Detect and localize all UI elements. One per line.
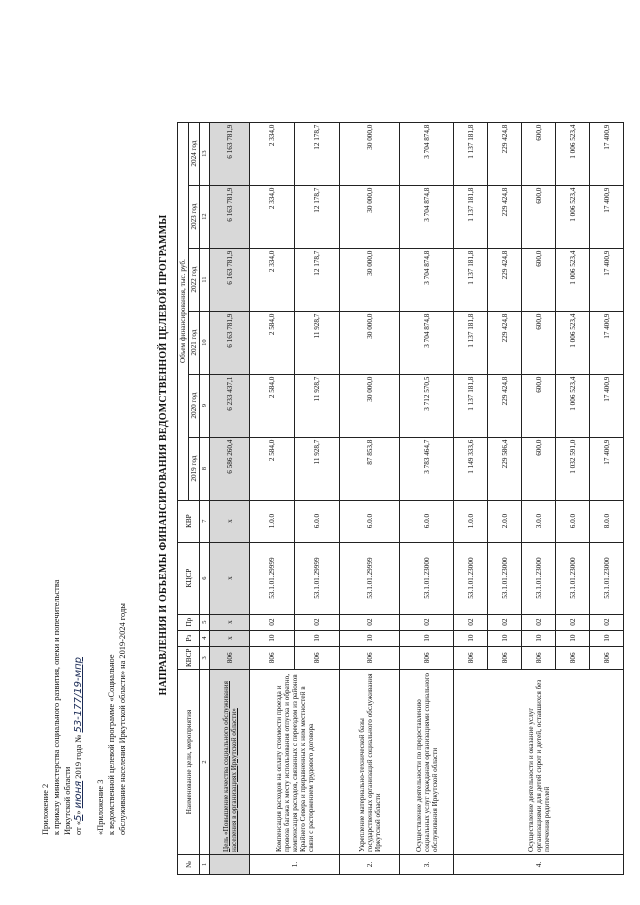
- table-row: 3. Осуществление деятельности по предоставлению социальных услуг гражданам организациями социального обслуживания Иркутской области 806 10 02 53.1.01.23000 6.0.0 3 783 464,7 3 712 570,5 3 704 874,8 3 704 874,8 3 704 874,8 3 704 874,8: [400, 122, 454, 874]
- measure-name: Осуществление деятельности и оказание услуг организациями для детей сирот и детей, оставшихся без попечения родителей: [454, 670, 624, 855]
- date-month: июня: [73, 780, 84, 809]
- column-number-row: 1 2 3 4 5 6 7 8 9 10 11 12 13: [200, 122, 210, 874]
- header-rz: Рз: [178, 630, 200, 646]
- program-header: «Приложение 3 к ведомственной целевой программе «Социальное обслуживание населения Иркутской области» на 2019-2024 годы: [96, 603, 127, 835]
- header-year: 2023 год: [189, 185, 200, 248]
- table-row: 1. Компенсация расходов на оплату стоимости проезда и провоза багажа к месту использования отпуска и обратно, компенсация расходов, связанных с переездом из районов Крайнего Севера и приравненных к ним местностей в связи с расторжением трудового договора 806 10 02 53.1.01.29999 1.0.0 2 584,0 2 584,0 2 584,0 2 334,0 2 334,0 2 334,0: [250, 122, 295, 874]
- header-year: 2021 год: [189, 311, 200, 374]
- order-number: 53-177/19-мпр: [73, 656, 84, 733]
- header-year: 2019 год: [189, 437, 200, 500]
- header-volume: Объем финансирования, тыс. руб.: [178, 122, 189, 500]
- order-header: [40, 580, 84, 835]
- header-year: 2022 год: [189, 248, 200, 311]
- financing-table: [177, 122, 624, 875]
- header-pr: Пр: [178, 614, 200, 630]
- page-title: НАПРАВЛЕНИЯ И ОБЪЕМЫ ФИНАНСИРОВАНИЯ ВЕДОМСТВЕННОЙ ЦЕЛЕВОЙ ПРОГРАММЫ: [158, 214, 169, 696]
- header-year: 2020 год: [189, 374, 200, 437]
- table-row: 806 10 02 53.1.01.23000 8.0.0 17 400,9 17 400,9 17 400,9 17 400,9 17 400,9 17 400,9: [590, 122, 624, 874]
- order-ref: к приказу министерства социального развития, опеки и попечительства: [52, 579, 61, 835]
- date-day: 5: [73, 814, 84, 821]
- header-kvr: КВР: [178, 500, 200, 542]
- region-label: Иркутской области: [63, 766, 72, 835]
- goal-name: Цель «Повышение качества социального обслуживания населения в организациях Иркутской области»: [210, 670, 250, 855]
- header-year: 2024 год: [189, 122, 200, 185]
- table-row: 806 10 02 53.1.01.29999 6.0.0 11 928,7 11 928,7 11 928,7 12 178,7 12 178,7 12 178,7: [295, 122, 340, 874]
- header-name: Наименование цели, мероприятия: [178, 670, 200, 855]
- table-row: 806 10 02 53.1.01.23000 6.0.0 1 032 591,0 1 006 523,4 1 006 523,4 1 006 523,4 1 006 523,4 1 006 523,4: [556, 122, 590, 874]
- table-row-goal: Цель «Повышение качества социального обслуживания населения в организациях Иркутской области» 806 x x x x 6 586 260,4 6 233 437,1 6 163 781,9 6 163 781,9 6 163 781,9 6 163 781,9: [210, 122, 250, 874]
- measure-name: Осуществление деятельности по предоставлению социальных услуг гражданам организациями социального обслуживания Иркутской области: [400, 670, 454, 855]
- measure-name: Компенсация расходов на оплату стоимости проезда и провоза багажа к месту использования отпуска и обратно, компенсация расходов, связанных с переездом из районов Крайнего Севера и приравненных к ним местностей в связи с расторжением трудового договора: [250, 670, 340, 855]
- table-row: 2. Укрепление материально-технической базы государственных организаций социального обслуживания Иркутской области 806 10 02 53.1.01.29999 6.0.0 87 853,8 30 000,0 30 000,0 30 000,0 30 000,0 30 000,0: [340, 122, 400, 874]
- table-row: 806 10 02 53.1.01.23000 3.0.0 600,0 600,0 600,0 600,0 600,0 600,0: [522, 122, 556, 874]
- header-num: №: [178, 855, 200, 875]
- table-row: 4. Осуществление деятельности и оказание услуг организациями для детей сирот и детей, оставшихся без попечения родителей 806 10 02 53.1.01.23000 1.0.0 1 149 333,6 1 137 181,8 1 137 181,8 1 137 181,8 1 137 181,8 1 137 181,8: [454, 122, 488, 874]
- header-kcsr: КЦСР: [178, 542, 200, 614]
- measure-name: Укрепление материально-технической базы государственных организаций социального обслуживания Иркутской области: [340, 670, 400, 855]
- order-date-line: от «5» июня 2019 года № 53-177/19-мпр: [73, 656, 84, 835]
- table-row: 806 10 02 53.1.01.23000 2.0.0 229 586,4 229 424,8 229 424,8 229 424,8 229 424,8 229 424,8: [488, 122, 522, 874]
- header-kvsr: КВСР: [178, 646, 200, 669]
- appendix-label: Приложение 2: [41, 783, 50, 835]
